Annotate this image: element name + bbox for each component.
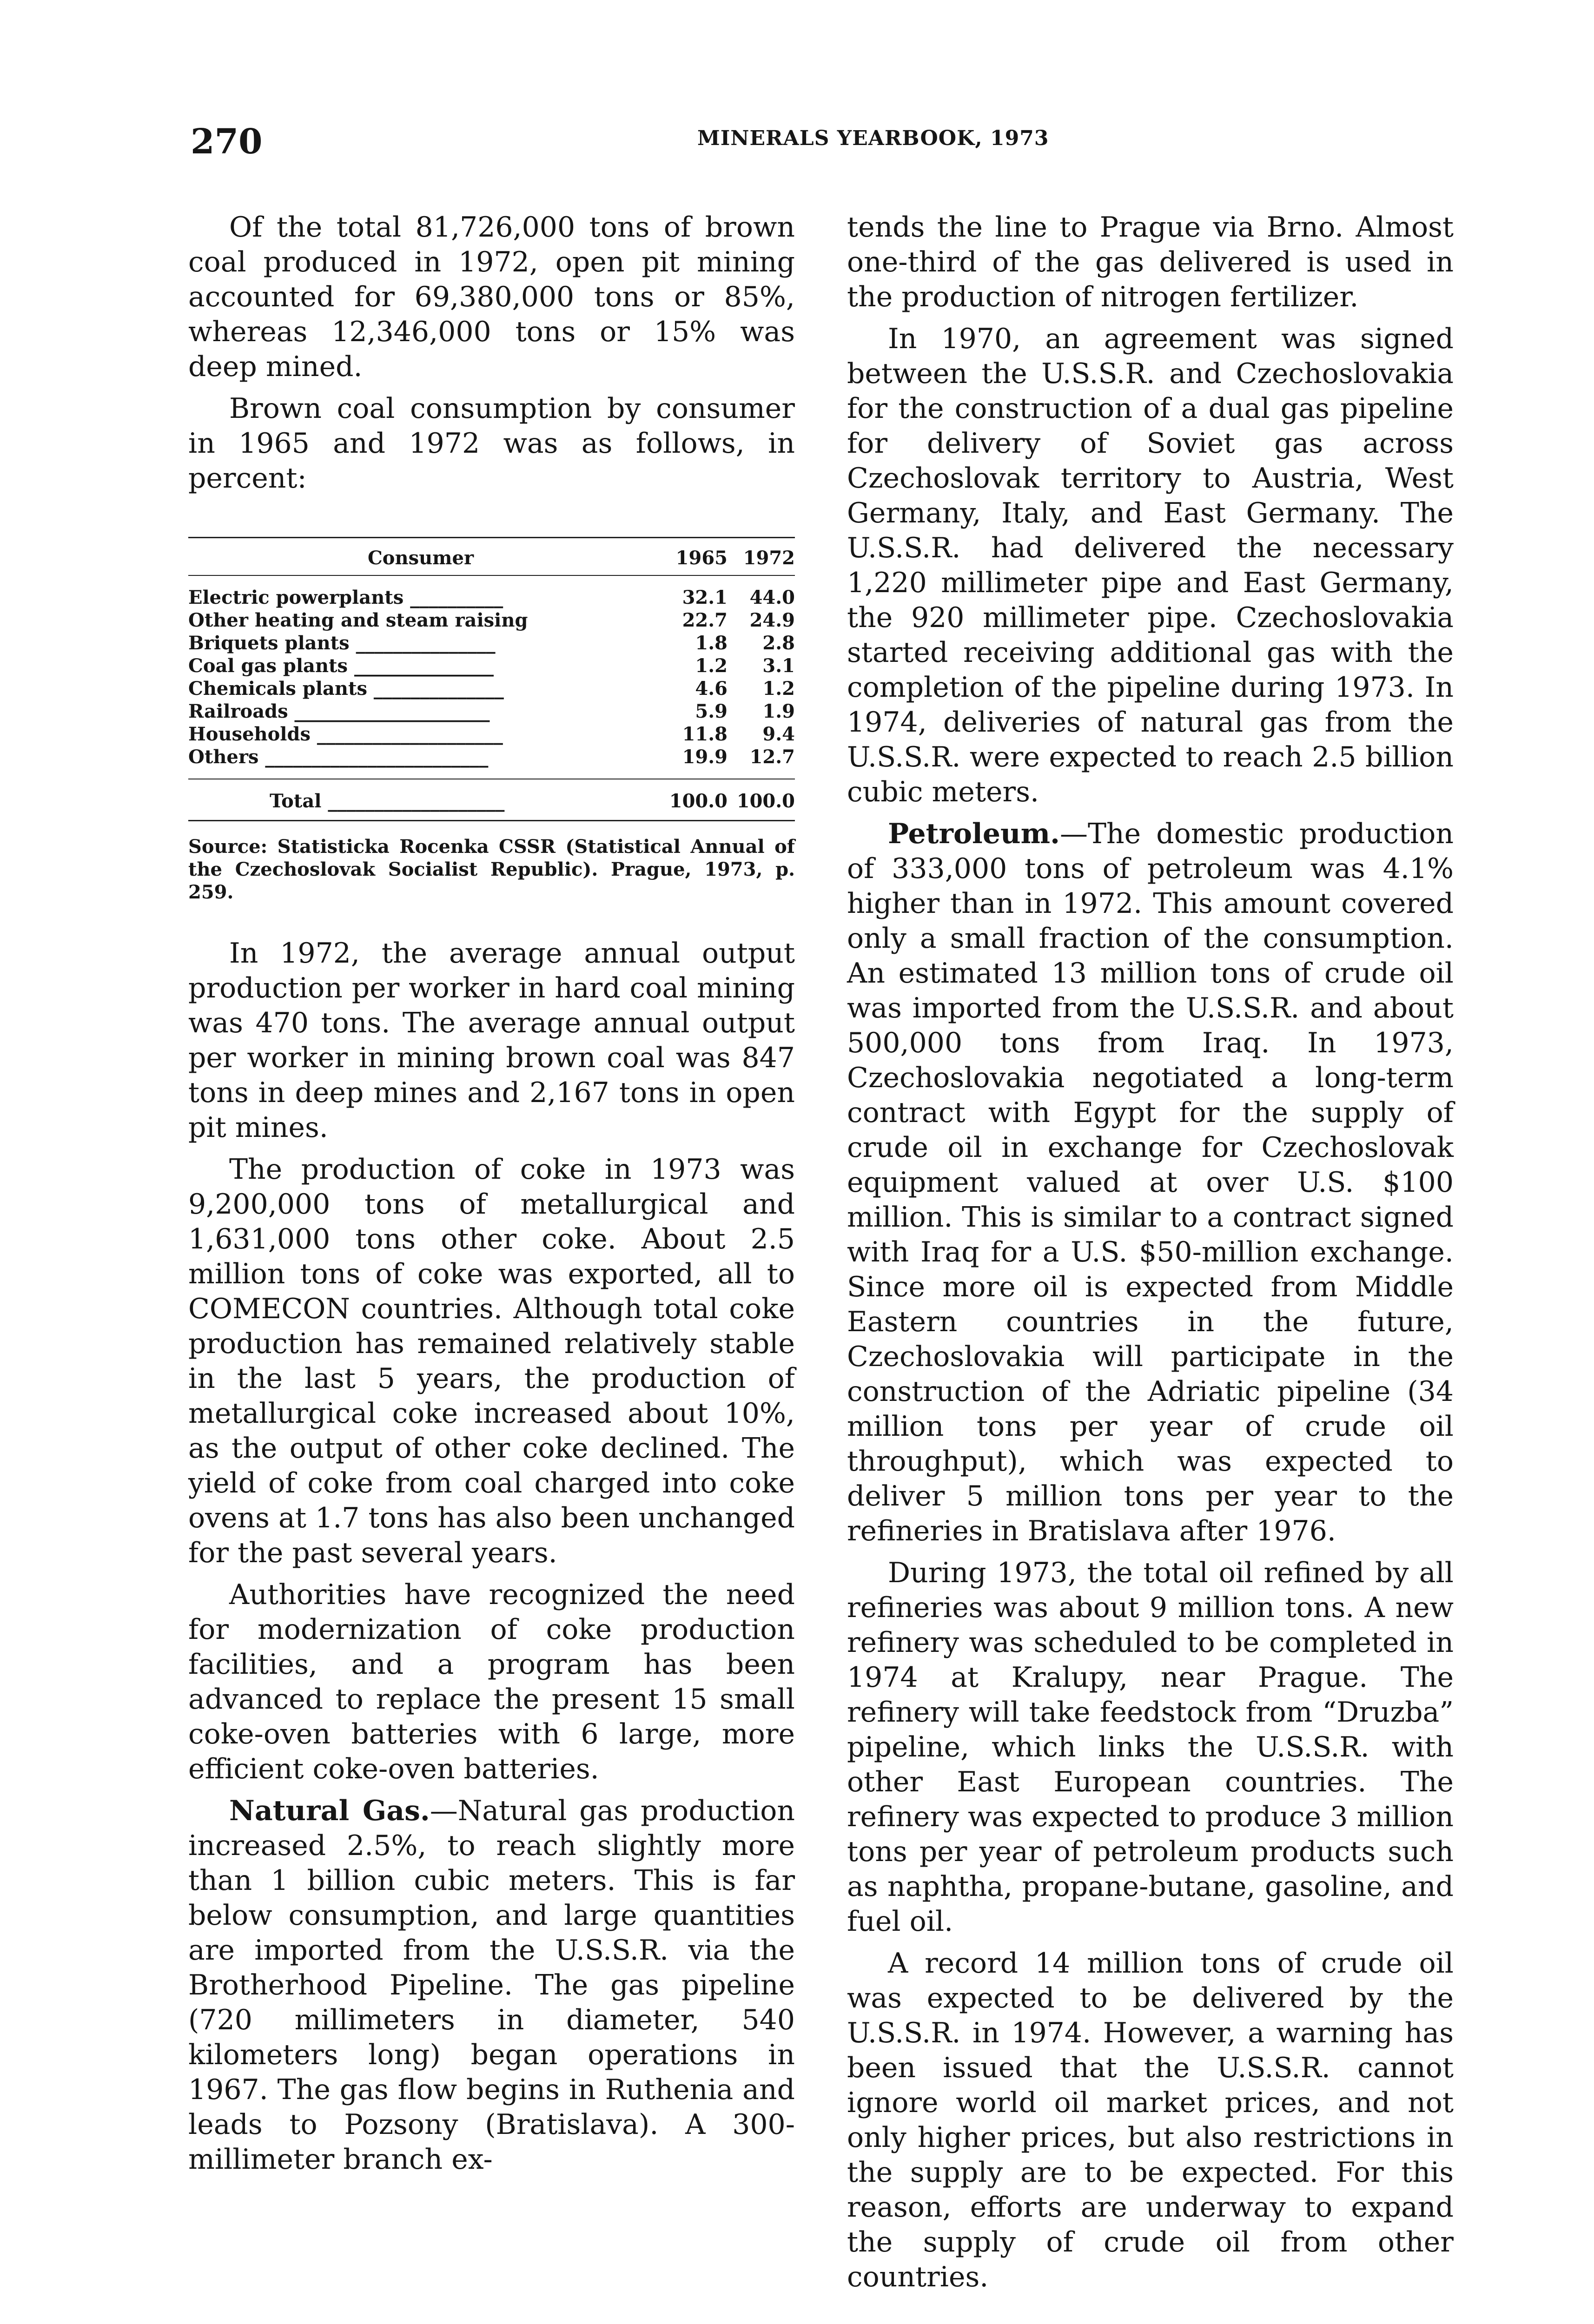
row-consumer: Railroads _____________________ [188,700,490,722]
row-1965: 1.2 [695,655,728,677]
paragraph-crude-deliveries: A record 14 million tons of crude oil was expected to be delivered by the U.S.S.R. in 1974. However, a warning has been issued that the U.S.S.R. cannot ignore world oil market prices, and not only higher prices, but also restrictions in the supply are to be expected. For this reason, efforts are underway to expand the supply of crude oil from other countries. [847,1947,1454,2293]
row-consumer: Others ________________________ [188,746,489,768]
paragraph-pipeline-continued: tends the line to Prague via Brno. Almost one-third of the gas delivered is used in the production of nitrogen fertilizer. [847,211,1454,313]
paragraph-brown-coal-consumption: Brown coal consumption by consumer in 1965 and 1972 was as follows, in percent: [188,392,795,495]
paragraph-coke-modernization: Authorities have recognized the need for modernization of coke production facilities, and a program has been advanced to replace the present 15 small coke-oven batteries with 6 large, more efficient coke-oven batteries. [188,1578,795,1785]
petroleum-text: —The domestic production of 333,000 tons of petroleum was 4.1% higher than in 1972. This amount covered only a small fraction of the consumption. An estimated 13 million tons of crude oil was imported from the U.S.S.R. and about 500,000 tons from Iraq. In 1973, Czechoslovakia negotiated a long-term contract with Egypt for the supply of crude oil in exchange for Czechoslovak equipment valued at over U.S. $100 million. This is similar to a contract signed with Iraq for a U.S. $50-million exchange. Since more oil is expected from Middle Eastern countries in the future, Czechoslovakia will participate in the construction of the Adriatic pipeline (34 million tons per year of crude oil throughput), which was expected to deliver 5 million tons per year to the refineries in Bratislava after 1976. [847,818,1454,1547]
row-consumer: Chemicals plants ______________ [188,678,504,700]
running-title: MINERALS YEARBOOK, 1973 [697,126,1049,150]
total-1965: 100.0 [653,779,728,821]
consumption-table [188,537,795,821]
petroleum-heading: Petroleum. [888,818,1060,850]
row-1972: 9.4 [762,723,795,745]
row-1972: 12.7 [749,746,795,768]
row-1972: 2.8 [762,632,795,654]
table-total-row [188,779,795,821]
row-1972: 3.1 [762,655,795,677]
row-1965: 32.1 [682,587,728,608]
paragraph-refining: During 1973, the total oil refined by all refineries was about 9 million tons. A new refinery was scheduled to be completed in 1974 at Kralupy, near Prague. The refinery will take feedstock from “Druzba” pipeline, which links the U.S.S.R. with other East European countries. The refinery was expected to produce 3 million tons per year of petroleum products such as naphtha, propane-butane, gasoline, and fuel oil. [847,1557,1454,1938]
row-consumer: Briquets plants _______________ [188,632,496,654]
row-1965: 5.9 [695,700,728,722]
left-column [188,210,795,2184]
total-1972: 100.0 [728,779,795,821]
row-1965: 22.7 [682,609,728,631]
row-1965: 4.6 [695,678,728,700]
row-consumer: Other heating and steam raising [188,609,528,631]
table-header-1965: 1965 [653,538,728,576]
paragraph-brown-coal-total: Of the total 81,726,000 tons of brown coal produced in 1972, open pit mining accounted for 69,380,000 tons or 85%, whereas 12,346,000 tons or 15% was deep mined. [188,211,795,383]
table-row [188,723,795,746]
table-header-row [188,538,795,576]
paragraph-output-per-worker: In 1972, the average annual output production per worker in hard coal mining was 470 tons. The average annual output per worker in mining brown coal was 847 tons in deep mines and 2,167 tons in open pit mines. [188,937,795,1144]
right-column [847,210,1454,2302]
row-1972: 24.9 [749,609,795,631]
paragraph-natural-gas [188,1794,795,2177]
page-number: 270 [191,122,263,162]
natural-gas-text: —Natural gas production increased 2.5%, to reach slightly more than 1 billion cubic meters. This is far below consumption, and large quantities are imported from the U.S.S.R. via the Brotherhood Pipeline. The gas pipeline (720 millimeters in diameter, 540 kilometers long) began operations in 1967. The gas flow begins in Ruthenia and leads to Pozsony (Bratislava). A 300-millimeter branch ex- [188,1795,795,2176]
table-row [188,677,795,700]
row-1972: 1.2 [762,678,795,700]
table-row [188,632,795,654]
row-1965: 1.8 [695,632,728,654]
row-consumer: Households ____________________ [188,723,503,745]
total-label: Total ___________________ [188,779,653,821]
table-row [188,700,795,723]
natural-gas-heading: Natural Gas. [229,1795,430,1827]
row-1965: 19.9 [682,746,728,768]
paragraph-coke-production: The production of coke in 1973 was 9,200,000 tons of metallurgical and 1,631,000 tons other coke. About 2.5 million tons of coke was exported, all to COMECON countries. Although total coke production has remained relatively stable in the last 5 years, the production of metallurgical coke increased about 10%, as the output of other coke declined. The yield of coke from coal charged into coke ovens at 1.7 tons has also been unchanged for the past several years. [188,1153,795,1569]
table-source-note: Source: Statisticka Rocenka CSSR (Statistical Annual of the Czechoslovak Socialist Republic). Prague, 1973, p. 259. [188,836,795,903]
row-consumer: Coal gas plants _______________ [188,655,494,677]
table-row [188,746,795,779]
row-1972: 1.9 [762,700,795,722]
row-1972: 44.0 [749,587,795,608]
table-row [188,609,795,632]
table-header-1972: 1972 [728,538,795,576]
paragraph-dual-pipeline: In 1970, an agreement was signed between the U.S.S.R. and Czechoslovakia for the construction of a dual gas pipeline for delivery of Soviet gas across Czechoslovak territory to Austria, West Germany, Italy, and East Germany. The U.S.S.R. had delivered the necessary 1,220 millimeter pipe and East Germany, the 920 millimeter pipe. Czechoslovakia started receiving additional gas with the completion of the pipeline during 1973. In 1974, deliveries of natural gas from the U.S.S.R. were expected to reach 2.5 billion cubic meters. [847,323,1454,808]
table-row [188,575,795,609]
table-row [188,654,795,677]
row-consumer: Electric powerplants __________ [188,587,503,608]
table-header-consumer: Consumer [188,538,653,576]
paragraph-petroleum [847,817,1454,1549]
row-1965: 11.8 [682,723,728,745]
